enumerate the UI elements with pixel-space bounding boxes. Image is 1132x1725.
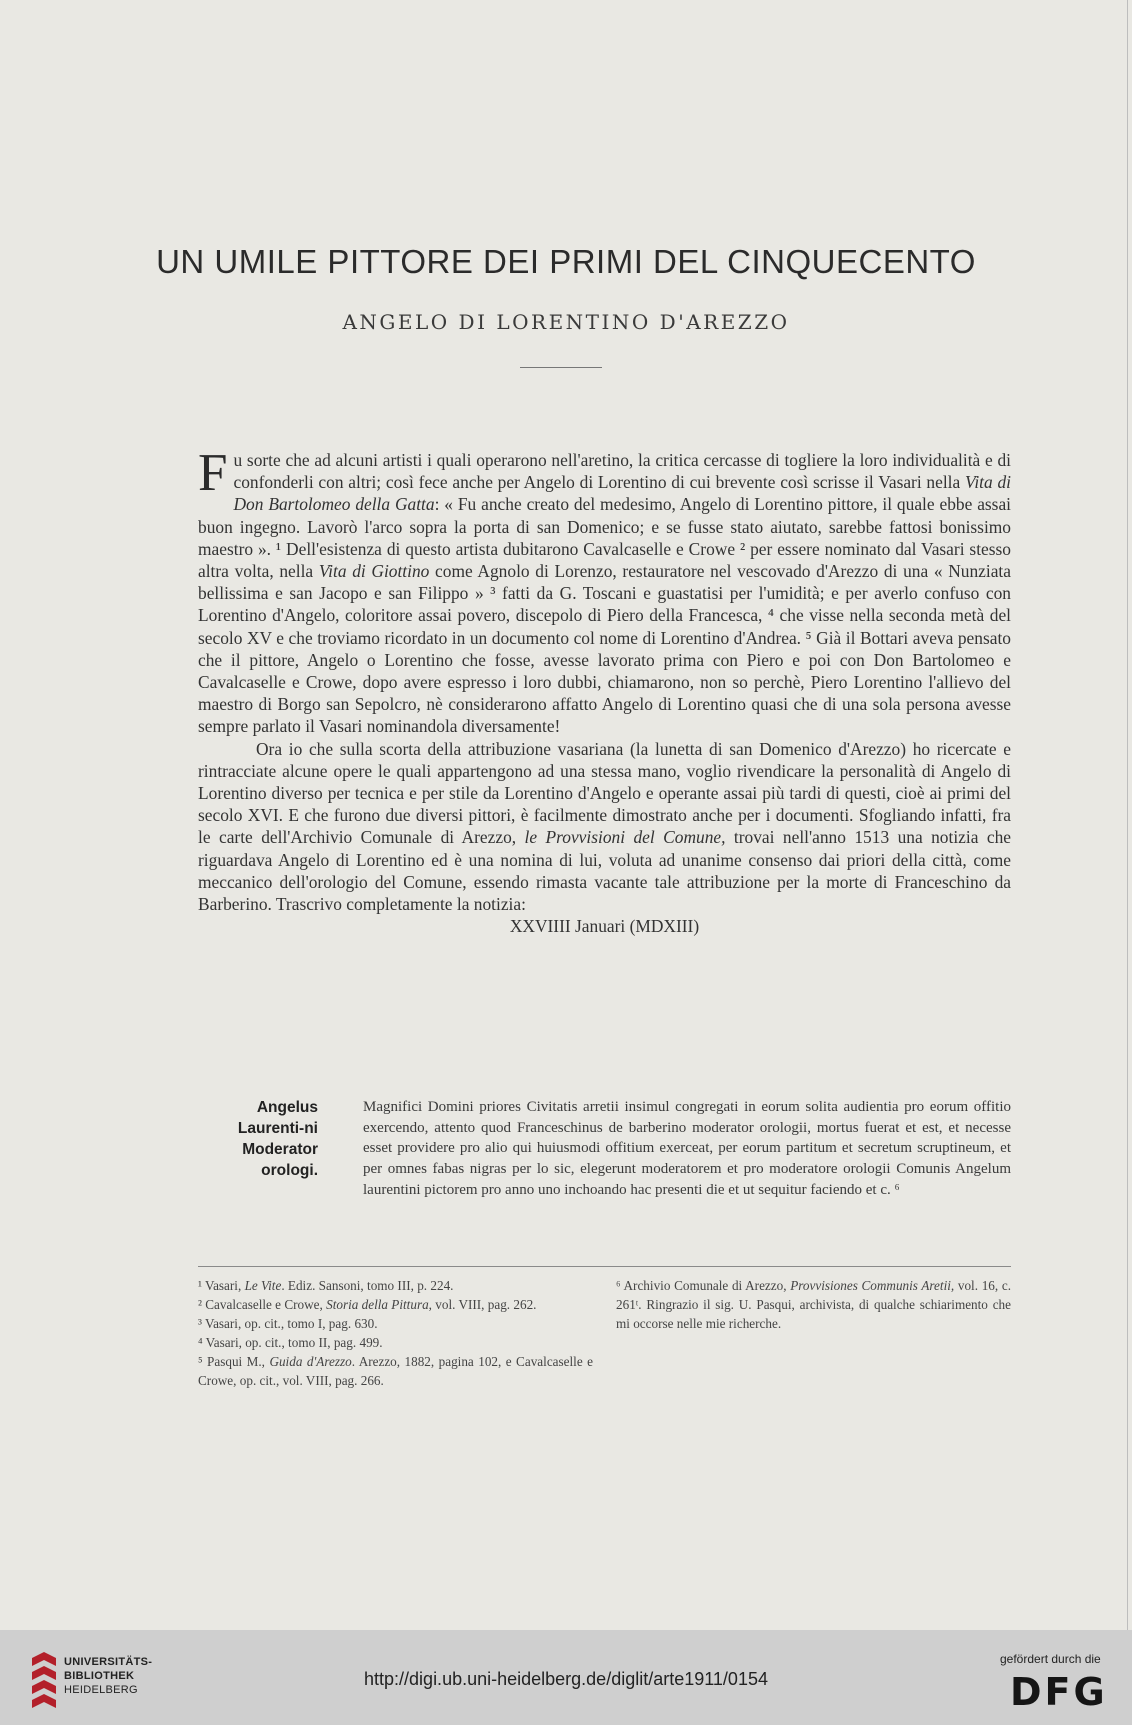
text-run: ¹ Vasari, bbox=[198, 1278, 245, 1293]
article-subtitle: ANGELO DI LORENTINO D'AREZZO bbox=[342, 310, 790, 334]
text-run: ² Cavalcaselle e Crowe, bbox=[198, 1297, 327, 1312]
italic-title: Guida d'Arezzo bbox=[269, 1354, 352, 1369]
text-run: : « Fu anche creato del medesimo, Angelo di Lorentino pittore, il quale ebbe assai buon ingegno. Lavorò l'arco sopra la porta di san Domenico; e se fusse stato aiutato, sarebbe fattosi bonissimo maestro ». ¹ Dell'esistenza di questo artista dubitarono Cavalcaselle e Crowe ² per essere nominato dal Vasari stesso altra volta, nella bbox=[198, 494, 1011, 582]
paragraph-2 bbox=[198, 738, 1011, 916]
permalink-url[interactable]: http://digi.ub.uni-heidelberg.de/diglit/arte1911/0154 bbox=[364, 1669, 768, 1689]
footnote-5 bbox=[198, 1352, 593, 1390]
document-date: XXVIIII Januari (MDXIII) bbox=[509, 916, 700, 937]
italic-title: Vita di Giottino bbox=[318, 561, 430, 582]
footnote-2 bbox=[198, 1295, 593, 1314]
text-run: . Ediz. Sansoni, tomo III, p. 224. bbox=[281, 1278, 454, 1293]
title-divider bbox=[520, 367, 602, 368]
italic-title: Vita di Don Bartolomeo della Gatta bbox=[233, 472, 1011, 515]
footnote-4: ⁴ Vasari, op. cit., tomo II, pag. 499. bbox=[198, 1335, 383, 1350]
text-run: vol. 16, c. 261ᵗ. Ringrazio il sig. U. Pasqui, archivista, di qualche schiarimento che mi occorse nelle mie richerche. bbox=[616, 1278, 1011, 1331]
footnote-divider bbox=[198, 1266, 1011, 1267]
digitization-footer bbox=[0, 1630, 1132, 1725]
drop-cap: F bbox=[198, 444, 228, 502]
footnote-3: ³ Vasari, op. cit., tomo I, pag. 630. bbox=[198, 1316, 378, 1331]
paragraph-1 bbox=[198, 444, 1011, 738]
library-name-line: HEIDELBERG bbox=[64, 1684, 138, 1696]
text-run: Ora io che sulla scorta della attribuzione vasariana (la lunetta di san Domenico d'Arezzo) ho ricercate e rintracciate alcune opere le quali appartengono ad una stessa mano, voglio rivendicare la personalità di Angelo di Lorentino diverso per tecnica e per stile da Lorentino d'Angelo e operante assai più tardi di questi, cioè ai primi del secolo XVI. E che furono due diversi pittori, è facilmente dimostrato anche per i documenti. Sfogliando infatti, fra le carte dell'Archivio Comunale di Arezzo, bbox=[198, 738, 1011, 848]
article-body bbox=[198, 444, 1011, 937]
footnote-1 bbox=[198, 1276, 593, 1295]
italic-title: Provvisiones Communis Aretii, bbox=[790, 1278, 955, 1293]
margin-note: Angelus Laurenti-ni Moderator orologi. bbox=[237, 1099, 318, 1179]
text-run: , vol. VIII, pag. 262. bbox=[428, 1297, 537, 1312]
italic-title: Le Vite bbox=[244, 1278, 282, 1293]
library-name-line: BIBLIOTHEK bbox=[64, 1670, 135, 1682]
latin-text: Magnifici Domini priores Civitatis arretii insimul congregati in eorum solita audientia pro eorum offitio exercendo, attento quod Franceschinus de barberino moderator orologii, mortus fuerat et est, et necesse esset providere pro alio qui huiusmodi offitium exerceat, per eorum partitum et secretum scruptineum, et per omnes fabas nigras per lo sic, elegerunt moderatorem et pro moderatore orologii Comunis Angelum laurentini pictorem pro anno uno inchoando hac presenti die et ut sequitur faciendo et c. ⁶ bbox=[363, 1099, 1011, 1198]
text-run: ⁵ Pasqui M., bbox=[198, 1354, 270, 1369]
article-title: UN UMILE PITTORE DEI PRIMI DEL CINQUECENTO bbox=[156, 243, 976, 280]
text-run: come Agnolo di Lorenzo, restauratore nel vescovado d'Arezzo di una « Nunziata bellissima e san Jacopo e san Filippo » ³ fatti da G. Toscani e guastatisi per l'umidità; e per averlo confuso con Lorentino d'Angelo, coloritore assai povero, discepolo di Piero della Francesca, ⁴ che visse nella seconda metà del secolo XV e che troviamo ricordato in un documento col nome di Lorentino d'Andrea. ⁵ Già il Bottari aveva pensato che il pittore, Angelo o Lorentino che fosse, avesse lavorato prima con Piero e poi con Don Bartolomeo e Cavalcaselle e Crowe, dopo avere espresso i loro dubbi, chiamarono, non so perchè, Piero Lorentino l'allievo del maestro di Borgo san Sepolcro, nè considerarono affatto Angelo di Lorentino quasi che di una sola persona avesse sempre parlato il Vasari nominandola diversamente! bbox=[198, 561, 1011, 737]
funding-note: gefördert durch die bbox=[1000, 1652, 1101, 1666]
text-run: ⁶ Archivio Comunale di Arezzo, bbox=[616, 1278, 791, 1293]
dfg-logo: DFG bbox=[1010, 1670, 1108, 1714]
text-run: u sorte che ad alcuni artisti i quali operarono nell'aretino, la critica cercasse di togliere la loro individualità e di confonderli con altri; così fece anche per Angelo di Lorentino di cui brevente così scrisse il Vasari nella bbox=[233, 450, 1011, 493]
italic-title: Storia della Pittura bbox=[326, 1297, 429, 1312]
footnotes-left-column bbox=[198, 1276, 593, 1390]
footnotes-right-column bbox=[616, 1276, 1011, 1333]
text-run: trovai nell'anno 1513 una notizia che riguardava Angelo di Lorentino ed è una nomina di lui, voluta ad unanime consenso dai priori della città, come meccanico dell'orologio del Comune, essendo rimasta vacante tale attribuzione per la morte di Franceschino da Barberino. Trascrivo completamente la notizia: bbox=[198, 827, 1011, 915]
footnote-6 bbox=[616, 1276, 1011, 1333]
text-run: . Arezzo, 1882, pagina 102, e Cavalcaselle e Crowe, op. cit., vol. VIII, pag. 266. bbox=[198, 1354, 593, 1388]
library-name-line: UNIVERSITÄTS- bbox=[64, 1656, 153, 1668]
italic-title: le Provvisioni del Comune, bbox=[524, 827, 726, 848]
